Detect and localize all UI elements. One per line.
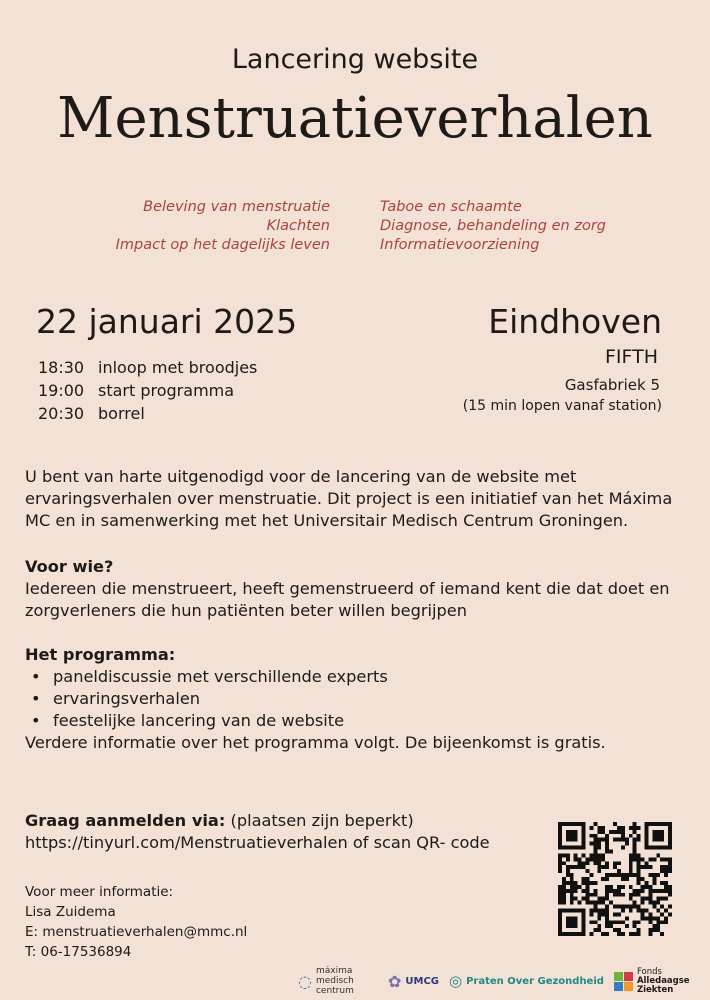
walk-note: (15 min lopen vanaf station): [462, 398, 662, 414]
page-title: Menstruatieverhalen: [57, 86, 653, 151]
register-limit: (plaatsen zijn beperkt): [230, 811, 414, 830]
contact-email[interactable]: E: menstruatieverhalen@mmc.nl: [25, 924, 248, 940]
maxima-icon: ◌: [298, 971, 312, 991]
intro-text: U bent van harte uitgenodigd voor de lancering van de website met ervaringsverhalen over menstruatie. Dit project is een initiatief van het Máxima MC en in samenwerking met het Universitair Medisch Centrum Groningen.: [25, 467, 673, 530]
audience-heading: Voor wie?: [25, 557, 114, 576]
desc: borrel: [98, 404, 145, 423]
topic: Informatievoorziening: [380, 237, 540, 253]
qr-code[interactable]: [558, 822, 672, 936]
program-note: Verdere informatie over het programma volgt. De bijeenkomst is gratis.: [25, 733, 606, 752]
schedule-item: [38, 356, 257, 379]
event-city: Eindhoven: [488, 302, 662, 341]
register-heading: Graag aanmelden via:: [25, 811, 226, 830]
logo-fonds: [614, 968, 690, 995]
event-date: 22 januari 2025: [36, 302, 298, 341]
event-address: Gasfabriek 5: [564, 376, 660, 394]
topics-left: [116, 198, 330, 255]
topic: Impact op het dagelijks leven: [115, 237, 330, 253]
topics-right: [380, 198, 606, 255]
contact-phone: T: 06-17536894: [25, 944, 132, 960]
time: 20:30: [38, 404, 85, 423]
time: 19:00: [38, 381, 85, 400]
logo-umcg: [388, 972, 439, 991]
register-link[interactable]: https://tinyurl.com/Menstruatieverhalen of scan QR- code: [25, 833, 490, 852]
logo-praten: [449, 972, 604, 990]
schedule-item: [38, 379, 257, 402]
logo-text: UMCG: [405, 975, 439, 987]
schedule-item: [38, 402, 257, 425]
schedule: [38, 356, 257, 425]
desc: start programma: [98, 381, 235, 400]
contact-info: [25, 882, 247, 962]
logo-maxima: [298, 966, 378, 996]
audience-section: [25, 556, 695, 622]
time: 18:30: [38, 358, 85, 377]
logo-text: Praten Over Gezondheid: [466, 975, 604, 987]
contact-heading: Voor meer informatie:: [25, 884, 174, 900]
logo-line: Fonds: [636, 966, 662, 977]
logo-line: Ziekten: [636, 984, 674, 995]
program-item: • ervaringsverhalen: [25, 688, 695, 710]
partner-logos: [298, 966, 710, 996]
topic: Beleving van menstruatie: [143, 199, 330, 215]
program-item: • feestelijke lancering van de website: [25, 710, 695, 732]
topic: Taboe en schaamte: [380, 199, 522, 215]
logo-line: Alledaagse: [636, 975, 690, 986]
audience-text: Iedereen die menstrueert, heeft gemenstrueerd of iemand kent die dat doet en zorgverleners die hun patiënten beter willen begrijpen: [25, 579, 670, 620]
desc: inloop met broodjes: [98, 358, 258, 377]
logo-text: máxima medisch centrum: [315, 966, 354, 996]
umcg-icon: ✿: [387, 971, 402, 991]
contact-name: Lisa Zuidema: [25, 904, 116, 920]
topic: Klachten: [266, 218, 330, 234]
event-venue: FIFTH: [604, 346, 658, 368]
program-heading: Het programma:: [25, 645, 176, 664]
program-section: [25, 644, 695, 754]
fonds-icon: [614, 972, 633, 991]
topic: Diagnose, behandeling en zorg: [380, 218, 606, 234]
chat-bubble-icon: ◎: [449, 972, 463, 990]
subtitle: Lancering website: [231, 44, 479, 75]
logo-text: [637, 968, 690, 995]
program-item: • paneldiscussie met verschillende experts: [25, 666, 695, 688]
